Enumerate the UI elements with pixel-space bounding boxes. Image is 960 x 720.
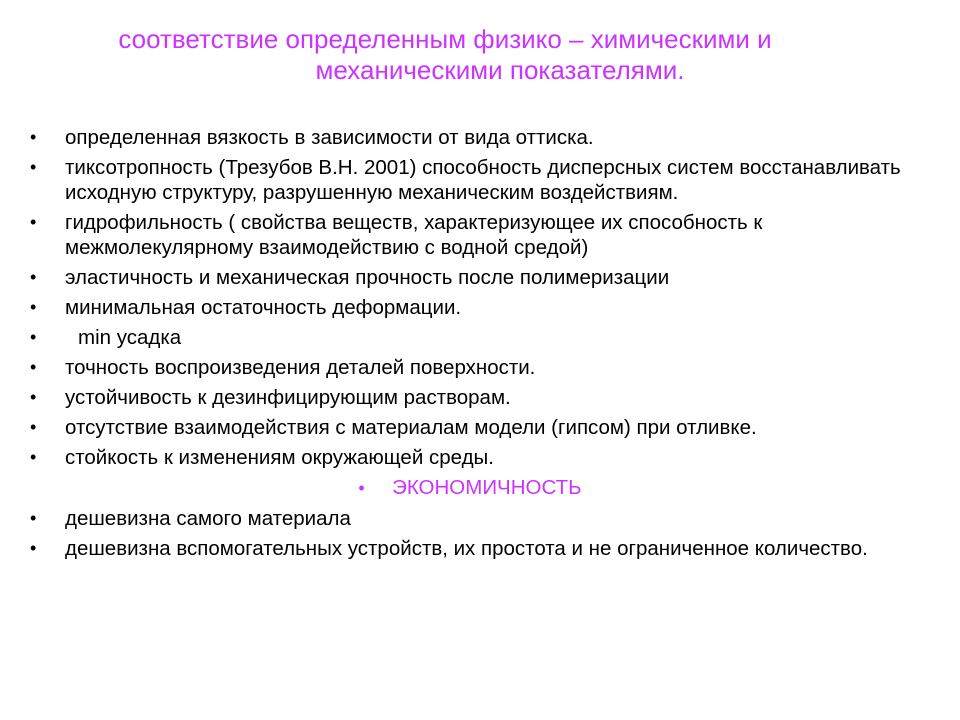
- list-item-text: гидрофильность ( свойства веществ, характеризующее их способность к межмолекулярному взаимодействию с водной средой): [65, 211, 763, 259]
- bullet-icon: •: [30, 127, 37, 147]
- slide-title: [60, 24, 900, 86]
- bullet-icon: •: [30, 538, 37, 558]
- bullet-icon: •: [30, 267, 37, 287]
- list-item-text: определенная вязкость в зависимости от вида оттиска.: [65, 126, 594, 149]
- list-item: [30, 415, 910, 440]
- list-item-text: дешевизна вспомогательных устройств, их простота и не ограниченное количество.: [65, 537, 868, 560]
- list-item: [30, 155, 910, 205]
- list-item-text: отсутствие взаимодействия с материалам модели (гипсом) при отливке.: [65, 416, 757, 439]
- slide-title-line-2: механическими показателями.: [315, 55, 685, 85]
- list-item: [30, 295, 910, 320]
- list-item-text: минимальная остаточность деформации.: [65, 296, 462, 319]
- bullet-icon: •: [30, 508, 37, 528]
- bullet-icon: •: [30, 357, 37, 377]
- bullet-icon: •: [30, 297, 37, 317]
- list-item: [30, 385, 910, 410]
- list-item-text: min усадка: [78, 326, 182, 349]
- list-item: [30, 210, 910, 260]
- list-item: [30, 265, 910, 290]
- list-item: [30, 355, 910, 380]
- bullet-icon: •: [30, 447, 37, 467]
- bullet-icon: •: [30, 387, 37, 407]
- economy-heading: [30, 475, 910, 501]
- list-item-text: точность воспроизведения деталей поверхности.: [65, 356, 536, 379]
- list-item: [30, 445, 910, 470]
- requirements-list: [30, 125, 910, 566]
- bullet-icon: •: [358, 478, 365, 498]
- list-item-text: стойкость к изменениям окружающей среды.: [65, 446, 494, 469]
- bullet-icon: •: [30, 417, 37, 437]
- list-item-text: устойчивость к дезинфицирующим растворам.: [65, 386, 511, 409]
- bullet-icon: •: [30, 157, 37, 177]
- list-item-text: эластичность и механическая прочность после полимеризации: [65, 266, 670, 289]
- slide-title-line-1: соответствие определенным физико – химическими и: [118, 24, 772, 54]
- list-item: [30, 125, 910, 150]
- list-item-text: тиксотропность (Трезубов В.Н. 2001) способность дисперсных систем восстанавливать исходную структуру, разрушенную механическим воздействиям.: [65, 156, 901, 204]
- list-item-text: дешевизна самого материала: [65, 507, 351, 530]
- bullet-icon: •: [30, 212, 37, 232]
- list-item: [30, 536, 910, 561]
- bullet-icon: •: [30, 327, 37, 347]
- list-item: [30, 325, 910, 350]
- list-item: [30, 506, 910, 531]
- economy-heading-text: ЭКОНОМИЧНОСТЬ: [392, 476, 582, 499]
